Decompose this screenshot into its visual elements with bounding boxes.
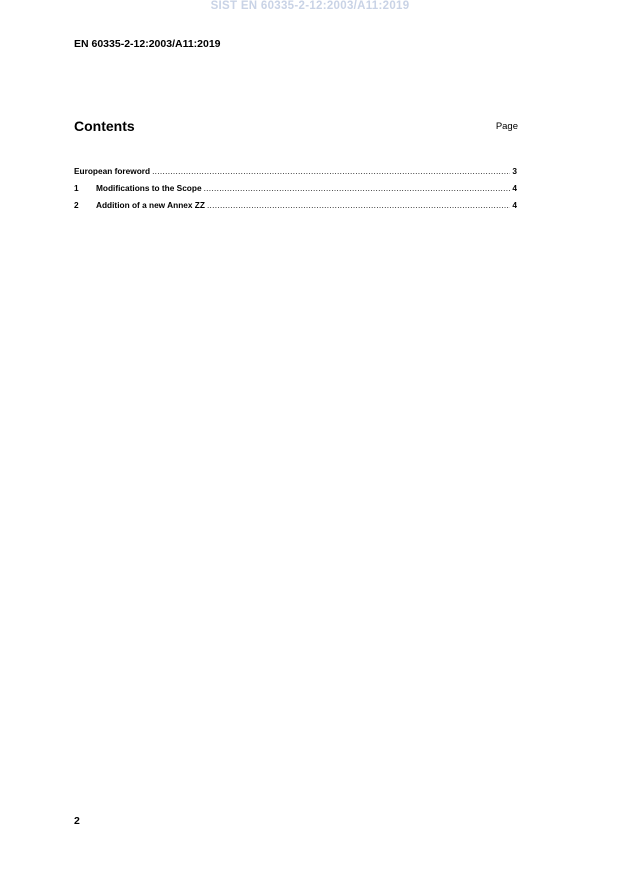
toc-dot-leader xyxy=(207,199,510,211)
toc-entry-page: 4 xyxy=(512,183,517,193)
page-column-label: Page xyxy=(495,121,518,132)
page-number: 2 xyxy=(74,815,80,827)
toc-entry-page: 3 xyxy=(512,166,517,176)
toc-entry-number: 2 xyxy=(74,200,79,210)
contents-heading: Contents xyxy=(74,118,135,134)
toc-entry-modifications-scope[interactable] xyxy=(74,182,517,199)
toc-entry-european-foreword[interactable] xyxy=(74,165,517,182)
document-reference: EN 60335-2-12:2003/A11:2019 xyxy=(74,38,221,50)
toc-entry-page: 4 xyxy=(512,200,517,210)
toc-dot-leader xyxy=(152,165,510,177)
toc-entry-label: Addition of a new Annex ZZ xyxy=(96,200,205,210)
toc-entry-label: European foreword xyxy=(74,166,151,176)
toc-dot-leader xyxy=(204,182,511,194)
toc-entry-annex-zz[interactable] xyxy=(74,199,517,216)
toc-entry-number: 1 xyxy=(74,183,79,193)
toc-entry-label: Modifications to the Scope xyxy=(96,183,202,193)
table-of-contents xyxy=(74,165,517,216)
watermark-text: SIST EN 60335-2-12:2003/A11:2019 xyxy=(210,0,410,12)
